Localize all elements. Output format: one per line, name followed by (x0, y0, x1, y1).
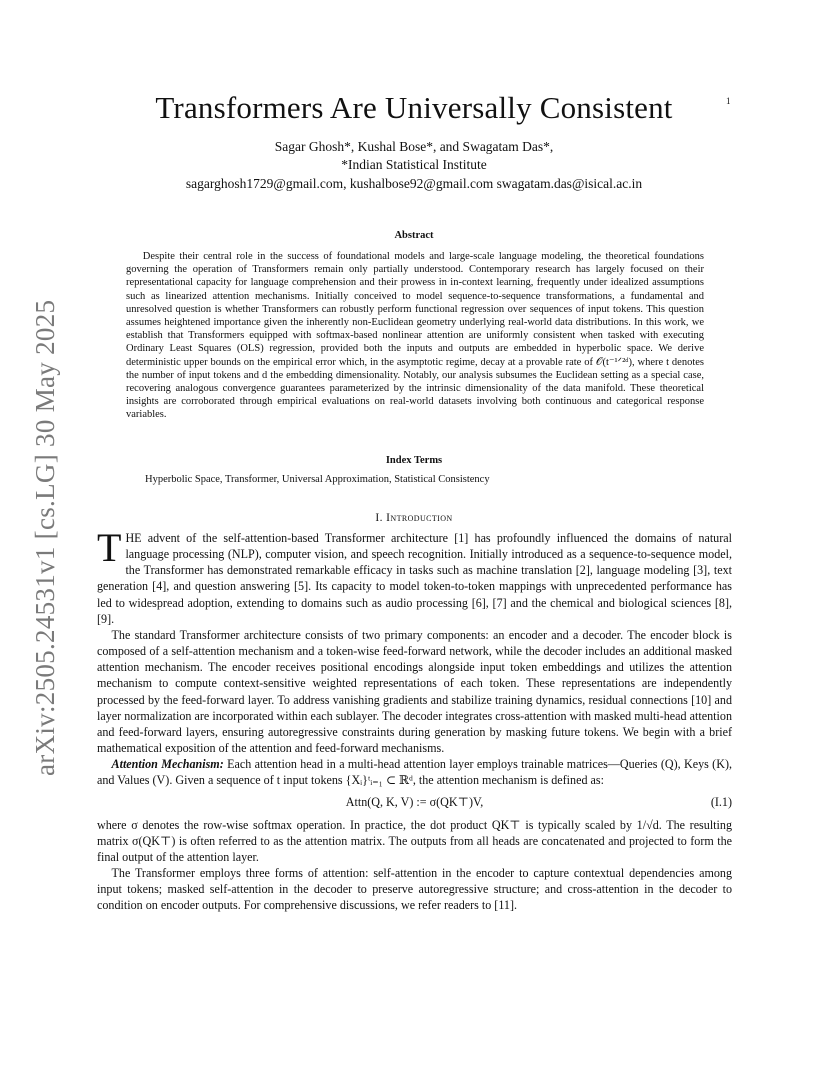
equation-expression: Attn(Q, K, V) := σ(QK⊤)V, (345, 795, 484, 810)
abstract-text: Despite their central role in the success of foundational models and large-scale language modeling, the theoretical foundations governing the operation of Transformers remain only partially understood. Contemporary research has largely focused on their representational capacity for language comprehension and their prowess in in-context learning, frequently under idealized assumptions such as linearized attention mechanisms. Initially conceived to model sequence-to-sequence transformations, a fundamental and unresolved question is whether Transformers can robustly perform functional regression over sequences of input tokens. This question assumes heightened importance given the inherently non-Euclidean geometry underlying real-world data distributions. In this work, we establish that Transformers equipped with softmax-based nonlinear attention are uniformly consistent when tasked with executing Ordinary Least Squares (OLS) regression, provided both the inputs and outputs are embedded in hyperbolic space. We derive deterministic upper bounds on the empirical error which, in the asymptotic regime, decay at a provable rate of 𝒪(t⁻¹ᐟ²ᵈ), where t denotes the number of input tokens and d the embedding dimensionality. Notably, our analysis subsumes the Euclidean setting as a special case, recovering analogous convergence guarantees parameterized by the intrinsic dimensionality of the data manifold. These theoretical insights are corroborated through empirical evaluations on real-world datasets involving both continuous and categorical response variables. (126, 251, 704, 421)
affiliation: *Indian Statistical Institute (341, 157, 487, 172)
index-terms-heading: Index Terms (385, 455, 443, 466)
equation-attention (97, 791, 732, 815)
intro-paragraph-2: The standard Transformer architecture consists of two primary components: an encoder and a decoder. The encoder block is composed of a self-attention mechanism and a token-wise feed-forward network, while the decoder includes an additional masked attention mechanism. The encoder receives positional encodings alongside input token embeddings and utilizes the attention mechanism to compute context-sensitive weighted representations of each token. These representations are independently processed by the feed-forward layer. To address vanishing gradients and stabilize training dynamics, residual connections [10] and layer normalization are incorporated within each sublayer. The decoder integrates cross-attention with masked multi-head attention and feed-forward layers, ensuring autoregressive constraints during generation by masking future tokens. We begin with a brief mathematical exposition of the attention and feed-forward mechanisms. (97, 627, 732, 756)
intro-paragraph-3 (97, 756, 732, 788)
page-number: 1 (726, 96, 731, 106)
attention-mechanism-lead: Attention Mechanism: (111, 757, 224, 772)
intro-paragraph-3-text: Each attention head in a multi-head attention layer employs trainable matrices—Queries (Q), Keys (K), and Values (V). Given a sequence of t input tokens {Xᵢ}ᵗᵢ₌₁ ⊂ ℝᵈ, the attention mechanism is defined as: (97, 757, 732, 788)
paper-title: Transformers Are Universally Consistent (155, 90, 673, 125)
equation-number: (I.1) (710, 795, 732, 810)
arxiv-identifier: arXiv:2505.24531v1 [cs.LG] 30 May 2025 (30, 299, 60, 776)
authors: Sagar Ghosh*, Kushal Bose*, and Swagatam Das*, (274, 139, 554, 154)
section-heading-introduction: I. Introduction (375, 512, 453, 524)
intro-paragraph-1 (97, 525, 732, 627)
drop-cap: T (97, 525, 122, 570)
intro-paragraph-5: The Transformer employs three forms of attention: self-attention in the encoder to capture contextual dependencies among input tokens; masked self-attention in the decoder to preserve autoregressive structure; and cross-attention in the decoder to condition on encoder outputs. For comprehensive discussions, we refer readers to [11]. (97, 865, 732, 913)
abstract-heading: Abstract (394, 230, 434, 241)
author-emails: sagarghosh1729@gmail.com, kushalbose92@gmail.com swagatam.das@isical.ac.in (185, 176, 643, 191)
index-terms-text: Hyperbolic Space, Transformer, Universal Approximation, Statistical Consistency (145, 474, 490, 485)
introduction-body (97, 525, 732, 913)
intro-paragraph-4: where σ denotes the row-wise softmax operation. In practice, the dot product QK⊤ is typically scaled by 1/√d. The resulting matrix σ(QK⊤) is often referred to as the attention matrix. The outputs from all heads are concatenated and projected to form the final output of the attention layer. (97, 817, 732, 864)
intro-paragraph-1-text: HE advent of the self-attention-based Transformer architecture [1] has profoundly influenced the domains of natural language processing (NLP), computer vision, and speech recognition. Initially introduced as a sequence-to-sequence model, the Transformer has demonstrated remarkable efficacy in tasks such as machine translation [2], language modeling [3], text generation [4], and question answering [5]. Its capacity to model token-to-token mappings with unprecedented performance has led to widespread adoption, extending to domains such as audio processing [6], [7] and the chemical and biological sciences [8], [9]. (97, 531, 732, 626)
